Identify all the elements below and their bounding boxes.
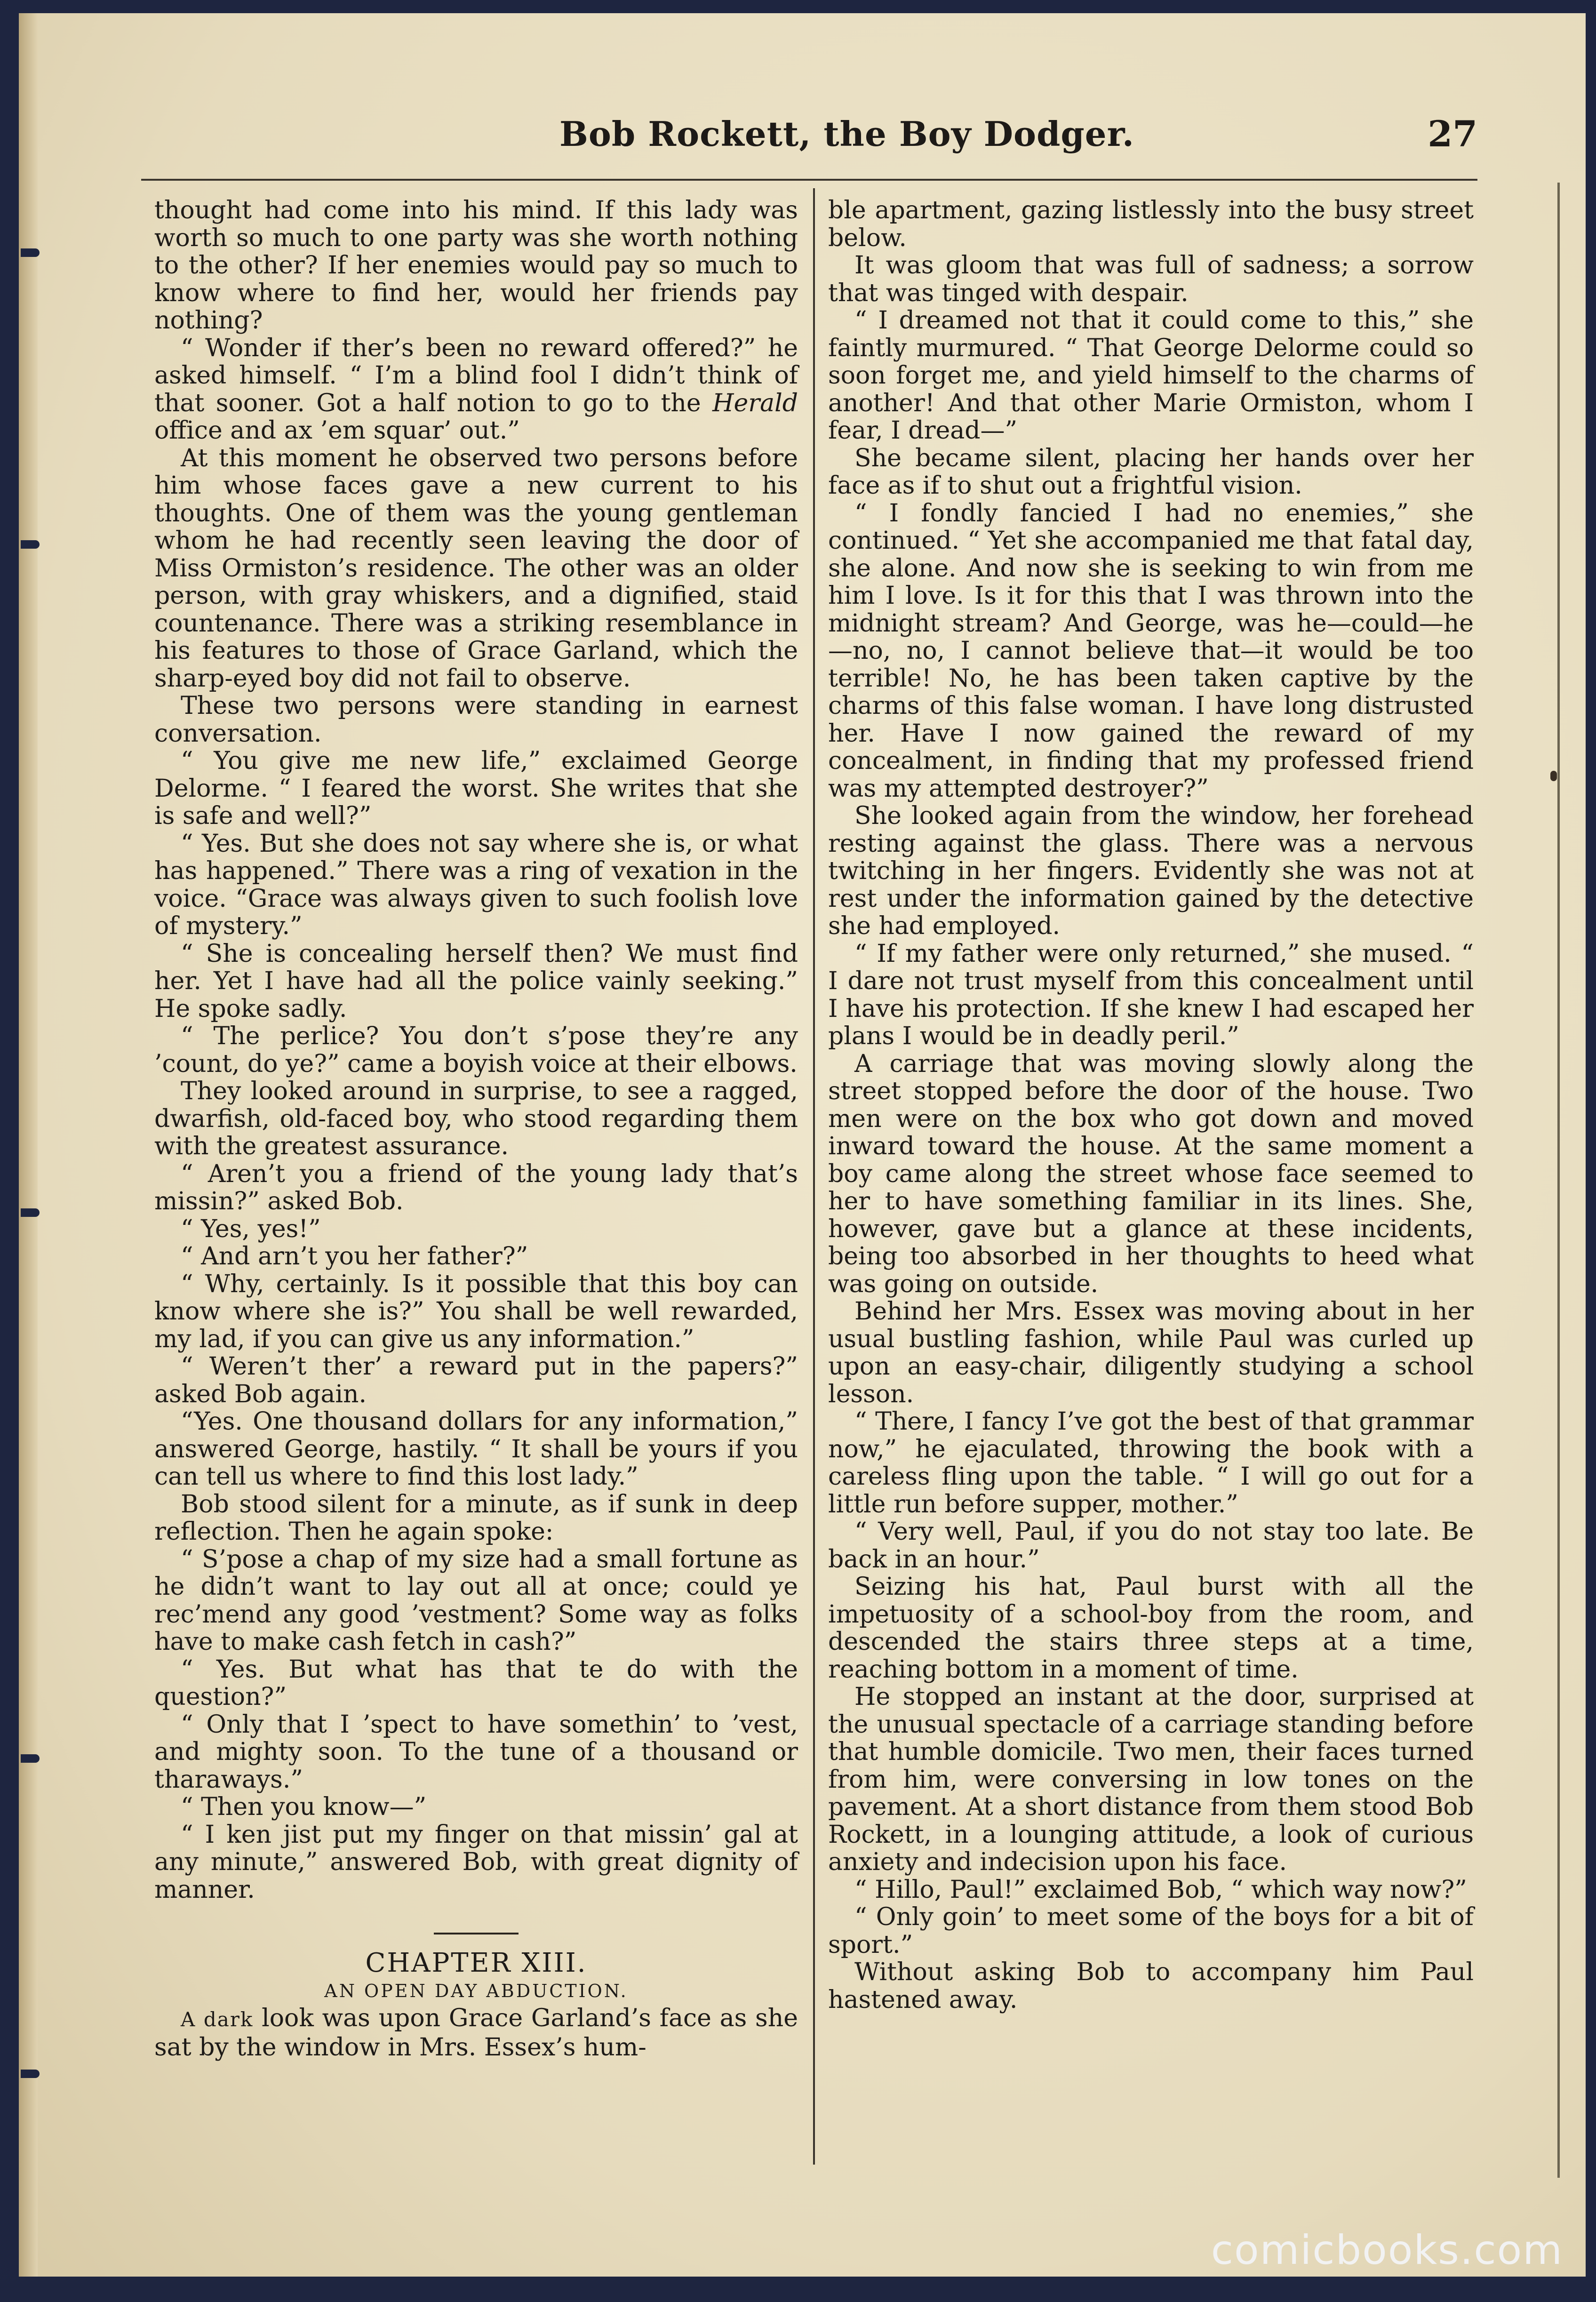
paragraph: At this moment he observed two persons before him whose faces gave a new current to his thoughts. One of them was the young gentleman whom he had recently seen leaving the door of Miss Ormiston’s residence. The other was an older person, with gray whiskers, and a dignified, staid countenance. There was a striking resemblance in his features to those of Grace Garland, which the sharp-eyed boy did not fail to observe. bbox=[154, 444, 798, 693]
paragraph: He stopped an instant at the door, surprised at the unusual spectacle of a carriage standing before that humble domicile. Two men, their faces turned from him, were conversing in low tones on the pavement. At a short distance from them stood Bob Rockett, in a lounging attitude, a look of curious anxiety and indecision upon his face. bbox=[828, 1683, 1474, 1876]
chapter-title: CHAPTER XIII. bbox=[365, 1948, 587, 1978]
paragraph: Bob stood silent for a minute, as if sunk in deep reflection. Then he again spoke: bbox=[154, 1490, 798, 1546]
paragraph: Without asking Bob to accompany him Paul hastened away. bbox=[828, 1958, 1474, 2014]
right-column bbox=[828, 197, 1474, 2014]
paragraph: “ Very well, Paul, if you do not stay too late. Be back in an hour.” bbox=[828, 1518, 1474, 1574]
page-number: 27 bbox=[1428, 113, 1477, 155]
right-margin-rule bbox=[1557, 183, 1560, 2178]
site-watermark: comicbooks.com bbox=[1211, 2227, 1563, 2274]
paragraph: “ I ken jist put my finger on that missin’ gal at any minute,” answered Bob, with great dignity of manner. bbox=[154, 1820, 798, 1904]
paragraph: “ Then you know—” bbox=[181, 1793, 427, 1821]
paragraph: “ I fondly fancied I had no enemies,” she continued. “ Yet she accompanied me that fatal day, she alone. And now she is seeking to win from me him I love. Is it for this that I was thrown into the midnight stream? And George, was he—could—he—no, no, I cannot believe that—it would be too terrible! No, he has been taken captive by the charms of this false woman. I have long distrusted her. Have I now gained the reward of my concealment, in finding that my professed friend was my attempted destroyer?” bbox=[828, 499, 1474, 803]
page-edge bbox=[19, 13, 38, 2277]
paragraph: These two persons were standing in earnest conversation. bbox=[154, 692, 798, 748]
paragraph: “ You give me new life,” exclaimed George Delorme. “ I feared the worst. She writes that she is safe and well?” bbox=[154, 747, 798, 830]
binding-stitch bbox=[21, 1208, 40, 1217]
paragraph: “ Hillo, Paul!” exclaimed Bob, “ which way now?” bbox=[854, 1875, 1467, 1904]
paragraph: She became silent, placing her hands over her face as if to shut out a frightful vision. bbox=[828, 444, 1474, 500]
paragraph: They looked around in surprise, to see a ragged, dwarfish, old-faced boy, who stood regarding them with the greatest assurance. bbox=[154, 1077, 798, 1160]
binding-stitch bbox=[21, 540, 40, 549]
paragraph: “ Only that I ’spect to have somethin’ to ’vest, and mighty soon. To the tune of a thousand or tharaways.” bbox=[154, 1710, 798, 1794]
binding-stitch bbox=[21, 248, 40, 257]
chapter-rule bbox=[434, 1933, 519, 1934]
newspaper-name: Herald bbox=[712, 389, 798, 417]
binding-stitch bbox=[21, 2070, 40, 2078]
paragraph: “ There, I fancy I’ve got the best of that grammar now,” he ejaculated, throwing the book with a careless fling upon the table. “ I will go out for a little run before supper, mother.” bbox=[828, 1407, 1474, 1519]
paragraph: “ Yes. But she does not say where she is, or what has happened.” There was a ring of vexation in the voice. “Grace was always given to such foolish love of mystery.” bbox=[154, 829, 798, 940]
binding-stitch bbox=[21, 1754, 40, 1763]
paragraph: “ Weren’t ther’ a reward put in the papers?” asked Bob again. bbox=[154, 1352, 798, 1408]
page-header bbox=[141, 104, 1477, 156]
paragraph: “ Aren’t you a friend of the young lady that’s missin?” asked Bob. bbox=[154, 1159, 798, 1215]
paragraph: “ And arn’t you her father?” bbox=[181, 1242, 528, 1271]
paragraph: “ I dreamed not that it could come to this,” she faintly murmured. “ That George Delorme could so soon forget me, and yield himself to the charms of another! And that other Marie Ormiston, whom I fear, I dread—” bbox=[828, 306, 1474, 445]
paragraph: Behind her Mrs. Essex was moving about in her usual bustling fashion, while Paul was curled up upon an easy-chair, diligently studying a school lesson. bbox=[828, 1297, 1474, 1408]
paragraph: A carriage that was moving slowly along the street stopped before the door of the house. Two men were on the box who got down and moved inward toward the house. At the same moment a boy came along the street whose face seemed to her to have something familiar in its lines. She, however, gave but a glance at these incidents, being too absorbed in her thoughts to heed what was going on outside. bbox=[828, 1049, 1474, 1298]
paragraph: “ Why, certainly. Is it possible that this boy can know where she is?” You shall be well rewarded, my lad, if you can give us any information.” bbox=[154, 1270, 798, 1353]
column-divider bbox=[813, 188, 815, 2165]
paragraph: thought had come into his mind. If this lady was worth so much to one party was she worth nothing to the other? If her enemies would pay so much to know where to find her, would her friends pay nothing? bbox=[154, 196, 798, 335]
lead-in: A dark bbox=[181, 2008, 254, 2031]
running-title: Bob Rockett, the Boy Dodger. bbox=[559, 114, 1134, 154]
paragraph: It was gloom that was full of sadness; a sorrow that was tinged with despair. bbox=[828, 251, 1474, 307]
paragraph: A dark look was upon Grace Garland’s face as she sat by the window in Mrs. Essex’s hum- bbox=[154, 2004, 798, 2062]
ink-spot bbox=[1550, 771, 1557, 781]
paragraph: “ Wonder if ther’s been no reward offered?” he asked himself. “ I’m a blind fool I didn’t think of that sooner. Got a half notion to go to the Herald office and ax ’em squar’ out.” bbox=[154, 334, 798, 445]
paragraph: “ She is concealing herself then? We must find her. Yet I have had all the police vainly seeking.” He spoke sadly. bbox=[154, 939, 798, 1023]
paragraph: “Yes. One thousand dollars for any information,” answered George, hastily. “ It shall be yours if you can tell us where to find this lost lady.” bbox=[154, 1407, 798, 1491]
paragraph: “ The perlice? You don’t s’pose they’re any ’count, do ye?” came a boyish voice at their elbows. bbox=[154, 1022, 798, 1078]
paragraph: ble apartment, gazing listlessly into the busy street below. bbox=[828, 196, 1474, 252]
paragraph: Seizing his hat, Paul burst with all the impetuosity of a school-boy from the room, and descended the stairs three steps at a time, reaching bottom in a moment of time. bbox=[828, 1573, 1474, 1684]
chapter-subtitle: AN OPEN DAY ABDUCTION. bbox=[324, 1980, 628, 2001]
paragraph: “ Yes, yes!” bbox=[181, 1215, 321, 1243]
paragraph: “ Yes. But what has that te do with the question?” bbox=[154, 1655, 798, 1711]
paragraph: “ Only goin’ to meet some of the boys for a bit of sport.” bbox=[828, 1903, 1474, 1959]
header-rule bbox=[141, 179, 1477, 181]
paragraph: “ If my father were only returned,” she mused. “ I dare not trust myself from this concealment until I have his protection. If she knew I had escaped her plans I would be in deadly peril.” bbox=[828, 939, 1474, 1050]
left-column bbox=[154, 197, 798, 2061]
paragraph: “ S’pose a chap of my size had a small fortune as he didn’t want to lay out all at once; could ye rec’mend any good ’vestment? Some way as folks have to make cash fetch in cash?” bbox=[154, 1545, 798, 1656]
paragraph: She looked again from the window, her forehead resting against the glass. There was a nervous twitching in her fingers. Evidently she was not at rest under the information gained by the detective she had employed. bbox=[828, 802, 1474, 940]
